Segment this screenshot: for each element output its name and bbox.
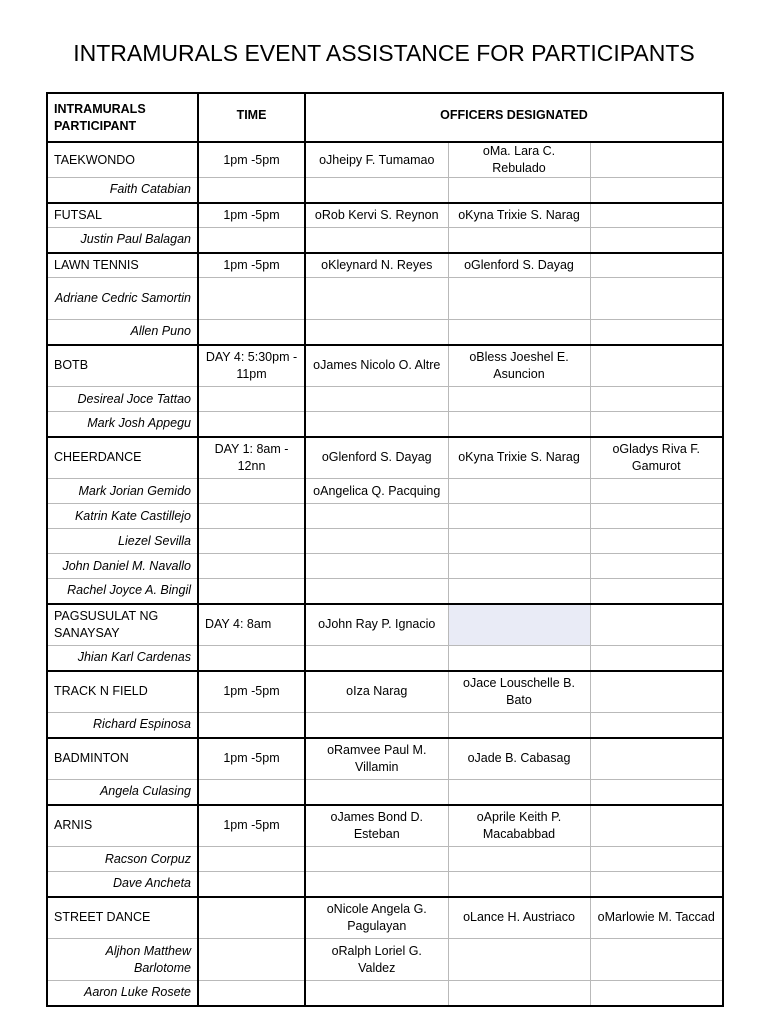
officer-cell	[448, 479, 590, 504]
officer-cell	[305, 320, 448, 345]
officer-cell	[305, 437, 448, 479]
bullet-icon: o	[458, 450, 466, 465]
officer-cell	[590, 579, 723, 604]
officer-cell	[305, 646, 448, 671]
event-name: PAGSUSULAT NG SANAYSAY	[47, 604, 198, 646]
bullet-icon: o	[458, 207, 466, 222]
officer-cell	[448, 604, 590, 646]
time-cell	[198, 529, 305, 554]
time-cell	[198, 412, 305, 437]
time-cell	[198, 713, 305, 738]
event-time: 1pm -5pm	[198, 738, 305, 780]
participant-row	[47, 939, 723, 981]
participant-name: Dave Ancheta	[47, 872, 198, 897]
officer-cell	[305, 203, 448, 228]
officer-cell	[590, 805, 723, 847]
officer-cell	[448, 142, 590, 178]
officer-cell	[448, 412, 590, 437]
officer-cell	[305, 387, 448, 412]
participant-name: Justin Paul Balagan	[47, 228, 198, 253]
bullet-icon: o	[476, 809, 484, 824]
officer-cell	[305, 278, 448, 320]
event-row	[47, 738, 723, 780]
officer-cell	[448, 437, 590, 479]
participant-row	[47, 713, 723, 738]
participant-name: Allen Puno	[47, 320, 198, 345]
event-time	[198, 897, 305, 939]
officer-cell	[448, 713, 590, 738]
officer-cell	[305, 529, 448, 554]
participant-row	[47, 412, 723, 437]
time-cell	[198, 178, 305, 203]
time-cell	[198, 278, 305, 320]
participant-row	[47, 579, 723, 604]
participant-name: Racson Corpuz	[47, 847, 198, 872]
participant-row	[47, 529, 723, 554]
officer-cell	[590, 228, 723, 253]
officer-cell	[590, 554, 723, 579]
officer-name: Ramvee Paul M. Villamin	[334, 742, 427, 774]
officer-cell	[590, 345, 723, 387]
participant-name: Richard Espinosa	[47, 713, 198, 738]
officer-name: John Ray P. Ignacio	[325, 617, 436, 632]
officer-cell	[590, 529, 723, 554]
participant-row	[47, 981, 723, 1006]
participant-name: Jhian Karl Cardenas	[47, 646, 198, 671]
participant-row	[47, 320, 723, 345]
bullet-icon: o	[321, 450, 329, 465]
officer-cell	[590, 387, 723, 412]
officer-cell	[590, 178, 723, 203]
officer-cell	[448, 872, 590, 897]
officer-name: Rob Kervi S. Reynon	[321, 207, 439, 222]
officer-cell	[448, 554, 590, 579]
officer-cell	[305, 981, 448, 1006]
event-name: TAEKWONDO	[47, 142, 198, 178]
bullet-icon: o	[318, 617, 326, 632]
officer-name: Jace Louschelle B. Bato	[470, 675, 575, 707]
officer-cell	[448, 847, 590, 872]
officer-cell	[305, 604, 448, 646]
time-cell	[198, 479, 305, 504]
officer-cell	[590, 780, 723, 805]
bullet-icon: o	[469, 349, 477, 364]
participant-name: Aljhon Matthew Barlotome	[47, 939, 198, 981]
participant-name: Aaron Luke Rosete	[47, 981, 198, 1006]
event-time: DAY 4: 5:30pm - 11pm	[198, 345, 305, 387]
event-time: DAY 1: 8am - 12nn	[198, 437, 305, 479]
officer-name: Bless Joeshel E. Asuncion	[476, 349, 569, 381]
participant-name: John Daniel M. Navallo	[47, 554, 198, 579]
event-time: 1pm -5pm	[198, 253, 305, 278]
event-row	[47, 253, 723, 278]
participant-name: Katrin Kate Castillejo	[47, 504, 198, 529]
event-row	[47, 671, 723, 713]
participant-row	[47, 387, 723, 412]
officer-cell	[590, 479, 723, 504]
event-row	[47, 604, 723, 646]
bullet-icon: o	[482, 144, 490, 158]
officer-cell	[448, 203, 590, 228]
officer-name: Angelica Q. Pacquing	[320, 483, 441, 498]
officer-cell	[590, 504, 723, 529]
officer-cell	[305, 579, 448, 604]
time-cell	[198, 847, 305, 872]
time-cell	[198, 646, 305, 671]
participant-row	[47, 872, 723, 897]
officer-cell	[448, 897, 590, 939]
officer-name: Kyna Trixie S. Narag	[465, 450, 580, 465]
officer-cell	[448, 278, 590, 320]
officer-cell	[305, 554, 448, 579]
officer-name: Glenford S. Dayag	[328, 450, 432, 465]
officer-cell	[448, 981, 590, 1006]
officer-cell	[590, 604, 723, 646]
officer-cell	[590, 897, 723, 939]
bullet-icon: o	[314, 207, 322, 222]
officer-cell	[590, 278, 723, 320]
bullet-icon: o	[597, 910, 605, 925]
bullet-icon: o	[326, 901, 334, 916]
officer-name: Kleynard N. Reyes	[328, 257, 433, 272]
time-cell	[198, 939, 305, 981]
event-row	[47, 897, 723, 939]
officer-cell	[448, 579, 590, 604]
officer-cell	[448, 805, 590, 847]
time-cell	[198, 504, 305, 529]
officer-name: James Nicolo O. Altre	[320, 358, 441, 373]
event-time: DAY 4: 8am	[198, 604, 305, 646]
participant-row	[47, 504, 723, 529]
time-cell	[198, 228, 305, 253]
officer-name: Marlowie M. Taccad	[604, 910, 715, 925]
officer-cell	[305, 939, 448, 981]
officer-name: Nicole Angela G. Pagulayan	[333, 901, 427, 933]
officer-name: Aprile Keith P. Macababbad	[482, 809, 562, 841]
officer-cell	[590, 142, 723, 178]
officer-cell	[305, 671, 448, 713]
bullet-icon: o	[346, 684, 354, 699]
officer-cell	[590, 738, 723, 780]
officer-cell	[448, 646, 590, 671]
event-name: CHEERDANCE	[47, 437, 198, 479]
header-participant-line1: INTRAMURALS	[54, 101, 146, 116]
bullet-icon: o	[327, 742, 335, 757]
officer-cell	[590, 412, 723, 437]
event-row	[47, 437, 723, 479]
officer-cell	[590, 872, 723, 897]
event-time: 1pm -5pm	[198, 805, 305, 847]
participant-row	[47, 780, 723, 805]
event-name: FUTSAL	[47, 203, 198, 228]
officer-cell	[305, 228, 448, 253]
time-cell	[198, 579, 305, 604]
officer-cell	[448, 939, 590, 981]
officer-name: Jade B. Cabasag	[474, 751, 571, 766]
officer-cell	[590, 981, 723, 1006]
participant-row	[47, 646, 723, 671]
officer-cell	[590, 847, 723, 872]
time-cell	[198, 554, 305, 579]
officer-name: Jheipy F. Tumamao	[326, 152, 435, 167]
officer-cell	[305, 253, 448, 278]
bullet-icon: o	[467, 751, 475, 766]
bullet-icon: o	[319, 152, 327, 167]
officer-cell	[305, 780, 448, 805]
officer-cell	[590, 320, 723, 345]
header-participant-line2: PARTICIPANT	[54, 118, 137, 133]
time-cell	[198, 320, 305, 345]
participant-name: Mark Jorian Gemido	[47, 479, 198, 504]
officer-cell	[448, 178, 590, 203]
event-time: 1pm -5pm	[198, 203, 305, 228]
event-name: ARNIS	[47, 805, 198, 847]
participant-name: Liezel Sevilla	[47, 529, 198, 554]
officer-name: Ma. Lara C. Rebulado	[489, 144, 556, 175]
event-row	[47, 805, 723, 847]
officer-cell	[305, 479, 448, 504]
officer-cell	[590, 671, 723, 713]
bullet-icon: o	[463, 675, 470, 690]
time-cell	[198, 387, 305, 412]
officer-cell	[448, 253, 590, 278]
officer-cell	[448, 738, 590, 780]
event-row	[47, 142, 723, 178]
officer-cell	[590, 646, 723, 671]
participant-name: Rachel Joyce A. Bingil	[47, 579, 198, 604]
event-name: STREET DANCE	[47, 897, 198, 939]
officer-cell	[590, 437, 723, 479]
officer-cell	[305, 738, 448, 780]
officer-cell	[305, 847, 448, 872]
bullet-icon: o	[331, 943, 339, 958]
officer-cell	[305, 713, 448, 738]
time-cell	[198, 780, 305, 805]
officer-cell	[448, 529, 590, 554]
header-officers: OFFICERS DESIGNATED	[305, 93, 723, 142]
officer-cell	[305, 805, 448, 847]
page-title: INTRAMURALS EVENT ASSISTANCE FOR PARTICIPANTS	[73, 40, 695, 66]
officer-cell	[590, 253, 723, 278]
time-cell	[198, 872, 305, 897]
officer-cell	[448, 671, 590, 713]
header-time: TIME	[198, 93, 305, 142]
bullet-icon: o	[612, 441, 620, 456]
officer-cell	[305, 897, 448, 939]
officer-cell	[590, 203, 723, 228]
officer-cell	[305, 345, 448, 387]
time-cell	[198, 981, 305, 1006]
event-time: 1pm -5pm	[198, 671, 305, 713]
officer-cell	[590, 713, 723, 738]
bullet-icon: o	[330, 809, 338, 824]
event-name: TRACK N FIELD	[47, 671, 198, 713]
officer-name: Iza Narag	[353, 684, 408, 699]
participant-name: Desireal Joce Tattao	[47, 387, 198, 412]
participant-name: Faith Catabian	[47, 178, 198, 203]
event-name: BADMINTON	[47, 738, 198, 780]
event-row	[47, 345, 723, 387]
officer-cell	[305, 412, 448, 437]
officer-cell	[305, 178, 448, 203]
participant-row	[47, 228, 723, 253]
participant-row	[47, 479, 723, 504]
participant-row	[47, 278, 723, 320]
bullet-icon: o	[464, 257, 472, 272]
event-row	[47, 203, 723, 228]
bullet-icon: o	[313, 483, 321, 498]
participant-row	[47, 178, 723, 203]
officer-cell	[305, 872, 448, 897]
officer-name: James Bond D. Esteban	[337, 809, 423, 841]
officer-cell	[448, 345, 590, 387]
event-time: 1pm -5pm	[198, 142, 305, 178]
officer-cell	[305, 142, 448, 178]
header-participant	[47, 93, 198, 142]
officer-cell	[305, 504, 448, 529]
participant-row	[47, 847, 723, 872]
officer-cell	[590, 939, 723, 981]
officer-name: Lance H. Austriaco	[470, 910, 575, 925]
bullet-icon: o	[463, 910, 471, 925]
event-name: BOTB	[47, 345, 198, 387]
officer-name: Glenford S. Dayag	[471, 257, 574, 272]
officer-cell	[448, 387, 590, 412]
participant-name: Mark Josh Appegu	[47, 412, 198, 437]
officer-name: Gladys Riva F. Gamurot	[619, 441, 701, 473]
officer-cell	[448, 504, 590, 529]
table-body	[47, 142, 723, 1006]
officer-cell	[448, 320, 590, 345]
assistance-table	[46, 92, 724, 1007]
officer-name: Ralph Loriel G. Valdez	[338, 943, 422, 975]
participant-name: Angela Culasing	[47, 780, 198, 805]
officer-name: Kyna Trixie S. Narag	[465, 207, 580, 222]
officer-cell	[448, 780, 590, 805]
bullet-icon: o	[313, 358, 321, 373]
participant-row	[47, 554, 723, 579]
participant-name: Adriane Cedric Samortin	[47, 278, 198, 320]
event-name: LAWN TENNIS	[47, 253, 198, 278]
officer-cell	[448, 228, 590, 253]
bullet-icon: o	[321, 257, 329, 272]
